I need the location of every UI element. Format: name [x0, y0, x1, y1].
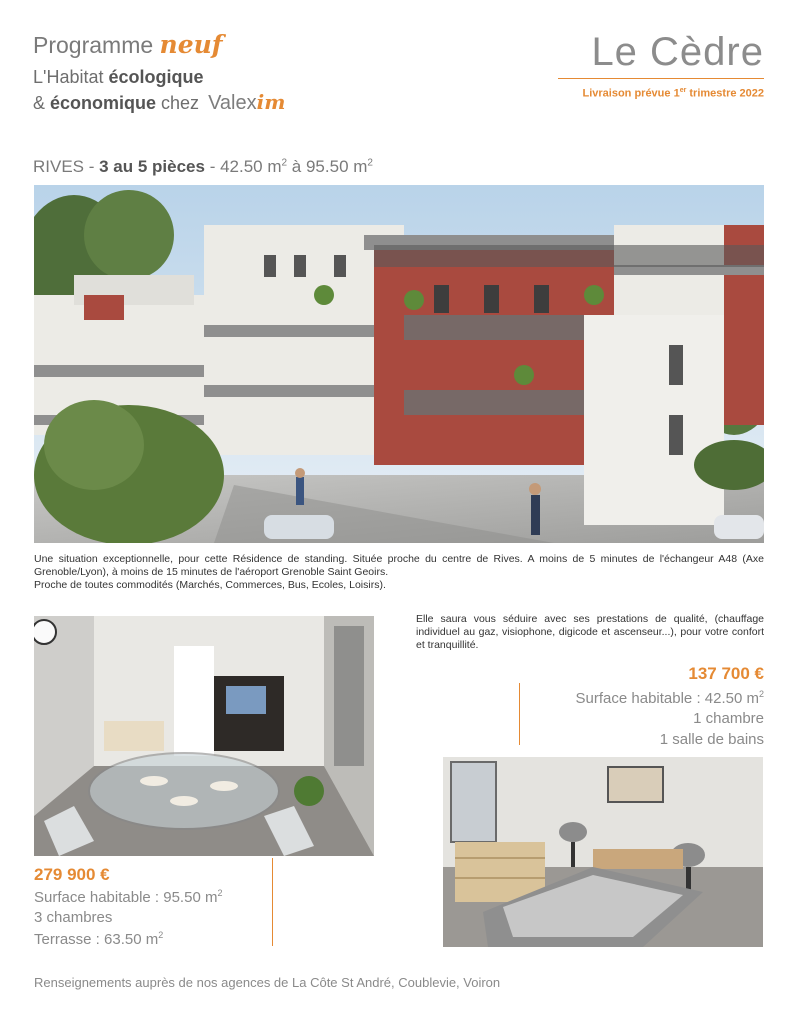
tagline1-pre: L'Habitat: [33, 67, 109, 87]
bedroom-svg: [443, 757, 763, 947]
brand-name: Valex: [208, 92, 257, 114]
offer-large-divider: [272, 858, 273, 946]
brand-logo: [208, 92, 285, 114]
agency-footer: Renseignements auprès de nos agences de La Côte St André, Coublevie, Voiron: [34, 975, 501, 990]
subtitle-range-pre: - 42.50 m: [204, 157, 282, 176]
surface-large: [34, 888, 222, 906]
surface-small: [576, 689, 764, 707]
tagline-line-2: [33, 90, 285, 115]
delivery-post: trimestre 2022: [686, 87, 764, 100]
subtitle-sup2: 2: [367, 157, 373, 169]
description-line-1: Une situation exceptionnelle, pour cette Résidence de standing. Située proche du centre de Rives. A moins de 5 minutes de l'échangeur A48 (Axe Grenoble/Lyon), à moins de 15 minutes de l'aéroport Grenoble Saint Geoirs.: [34, 553, 764, 578]
tagline-line-1: [33, 67, 204, 88]
residence-title: Le Cèdre: [591, 30, 764, 74]
location-description: [34, 553, 764, 592]
surface-small-pre: Surface habitable : 42.50 m: [575, 690, 759, 707]
subtitle-rooms: 3 au 5 pièces: [99, 157, 205, 176]
surface-large-pre: Surface habitable : 95.50 m: [34, 889, 218, 906]
subtitle-range-mid: à 95.50 m: [287, 157, 368, 176]
price-small-apartment: 137 700 €: [688, 664, 764, 683]
description-line-2: Proche de toutes commodités (Marchés, Commerces, Bus, Ecoles, Loisirs).: [34, 579, 386, 591]
programme-accent: neuf: [159, 30, 223, 59]
building-render-image: [34, 185, 764, 543]
living-room-render-image: [34, 616, 374, 856]
bathrooms-small: 1 salle de bains: [659, 731, 764, 748]
terrace-large-pre: Terrasse : 63.50 m: [34, 931, 159, 948]
subtitle-sup1: 2: [281, 157, 288, 169]
offer-small-divider: [519, 683, 520, 745]
delivery-pre: Livraison prévue 1: [582, 87, 680, 100]
bedroom-render-image: [443, 757, 763, 947]
delivery-sup: er: [679, 87, 687, 94]
program-subtitle: [33, 157, 373, 177]
surface-large-sup: 2: [217, 888, 223, 898]
terrace-large: [34, 930, 163, 948]
tagline1-bold: écologique: [108, 67, 204, 87]
programme-word: Programme: [33, 32, 154, 58]
bedrooms-large: 3 chambres: [34, 909, 113, 926]
features-text: Elle saura vous séduire avec ses prestations de qualité, (chauffage individuel au gaz, visiophone, digicode et ascenseur...), pour votre confort et tranquillité.: [416, 613, 764, 651]
title-divider: [558, 78, 764, 79]
terrace-large-sup: 2: [158, 930, 164, 940]
surface-small-sup: 2: [758, 689, 764, 699]
living-room-svg: [34, 616, 374, 856]
building-render-svg: [34, 185, 764, 543]
tagline2-bold: économique: [50, 93, 157, 113]
brand-accent: im: [256, 90, 286, 114]
price-large-apartment: 279 900 €: [34, 865, 110, 884]
programme-heading: [33, 30, 223, 59]
bedrooms-small: 1 chambre: [693, 710, 764, 727]
tagline2-pre: &: [33, 93, 51, 113]
subtitle-city: RIVES -: [33, 157, 100, 176]
tagline2-post: chez: [156, 93, 200, 113]
delivery-date: [582, 87, 764, 100]
